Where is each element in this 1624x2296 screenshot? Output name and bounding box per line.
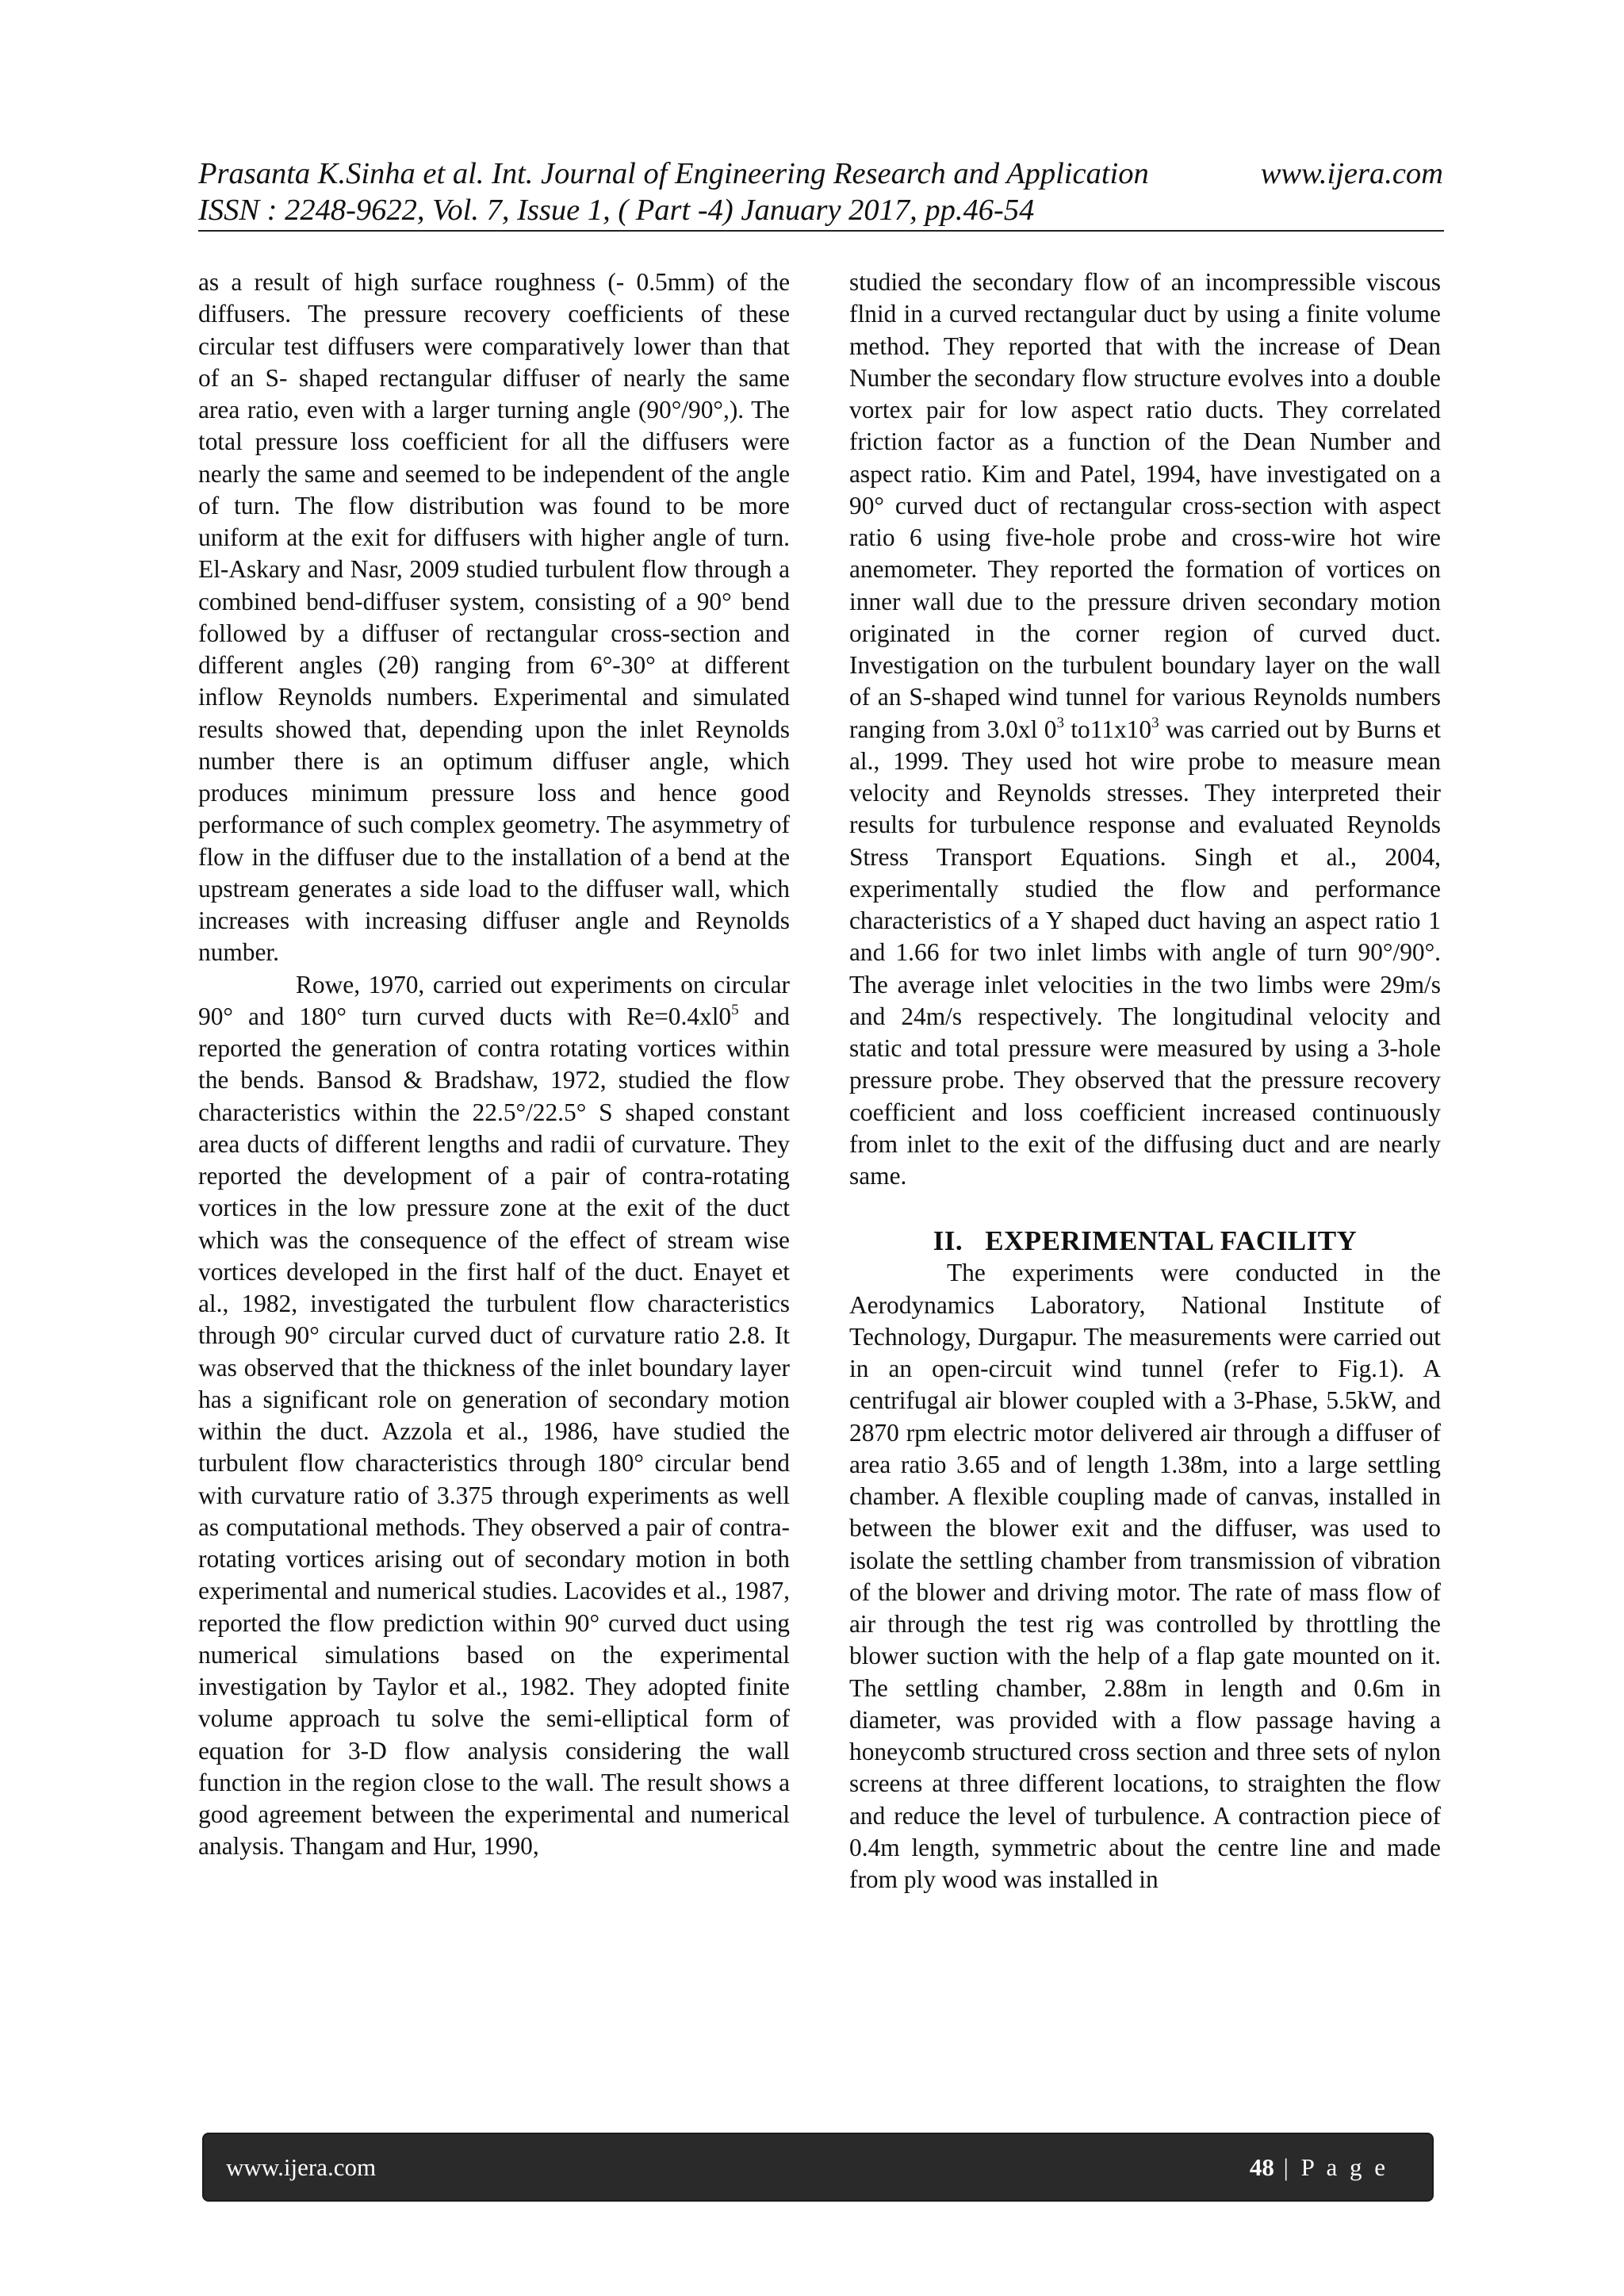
section-heading	[849, 1225, 1441, 1257]
right-paragraph-2: The experiments were conducted in the Aerodynamics Laboratory, National Institute of Technology, Durgapur. The measurements were carried out in an open-circuit wind tunnel (refer to Fig.1). A centrifugal air blower coupled with a 3-Phase, 5.5kW, and 2870 rpm electric motor delivered air through a diffuser of area ratio 3.65 and of length 1.38m, into a large settling chamber. A flexible coupling made of canvas, installed in between the blower exit and the diffuser, was used to isolate the settling chamber from transmission of vibration of the blower and driving motor. The rate of mass flow of air through the test rig was controlled by throttling the blower suction with the help of a flap gate mounted on it. The settling chamber, 2.88m in length and 0.6m in diameter, was provided with a flow passage having a honeycomb structured cross section and three sets of nylon screens at three different locations, to straighten the flow and reduce the level of turbulence. A contraction piece of 0.4m length, symmetric about the centre line and made from ply wood was installed in	[849, 1259, 1441, 1893]
reynolds-exponent: 5	[731, 1001, 739, 1018]
right-paragraph-1-rest: was carried out by Burns et al., 1999. They used hot wire probe to measure mean velocity and Reynolds stresses. They interpreted their results for turbulence response and evaluated Reynolds Stress Transport Equations. Singh et al., 2004, experimentally studied the flow and performance characteristics of a Y shaped duct having an aspect ratio 1 and 1.66 for two inlet limbs with angle of turn 90°/90°. The average inlet velocities in the two limbs were 29m/s and 24m/s respectively. The longitudinal velocity and static and total pressure were measured by using a 3-hole pressure probe. They observed that the pressure recovery coefficient and loss coefficient increased continuously from inlet to the exit of the diffusing duct and are nearly same.	[849, 715, 1441, 1190]
page-indicator	[1250, 2153, 1388, 2182]
page-separator: |	[1274, 2152, 1301, 2181]
issn-info: ISSN : 2248-9622, Vol. 7, Issue 1, ( Part -4) January 2017, pp.46-54	[198, 194, 1035, 227]
reynolds-exponent-low: 3	[1056, 714, 1064, 731]
page-header	[198, 155, 1443, 228]
left-paragraph-2-rest: and reported the generation of contra rotating vortices within the bends. Bansod & Bradshaw, 1972, studied the flow characteristics within the 22.5°/22.5° S shaped constant area ducts of different lengths and radii of curvature. They reported the development of a pair of contra-rotating vortices in the low pressure zone at the exit of the duct which was the consequence of the effect of stream wise vortices developed in the first half of the duct. Enayet et al., 1982, investigated the turbulent flow characteristics through 90° circular curved duct of curvature ratio 2.8. It was observed that the thickness of the inlet boundary layer has a significant role on generation of secondary motion within the duct. Azzola et al., 1986, have studied the turbulent flow characteristics through 180° circular bend with curvature ratio of 3.375 through experiments as well as computational methods. They observed a pair of contra-rotating vortices arising out of secondary motion in both experimental and numerical studies. Lacovides et al., 1987, reported the flow prediction within 90° curved duct using numerical simulations based on the experimental investigation by Taylor et al., 1982. They adopted finite volume approach tu solve the semi-elliptical form of equation for 3-D flow analysis considering the wall function in the region close to the wall. The result shows a good agreement between the experimental and numerical analysis. Thangam and Hur, 1990,	[198, 1002, 791, 1861]
reynolds-exponent-high: 3	[1151, 714, 1159, 731]
header-divider	[198, 230, 1444, 232]
right-paragraph-1-mid: to11x10	[1063, 715, 1152, 743]
page-label: P a g e	[1300, 2152, 1388, 2181]
right-column	[849, 266, 1441, 1895]
page-number: 48	[1249, 2152, 1274, 2181]
footer-website-link[interactable]: www.ijera.com	[226, 2152, 377, 2181]
section-number: II.	[933, 1225, 963, 1257]
left-paragraph-1: as a result of high surface roughness (- 0.5mm) of the diffusers. The pressure recovery coefficients of these circular test diffusers were comparatively lower than that of an S- shaped rectangular diffuser of nearly the same area ratio, even with a larger turning angle (90°/90°,). The total pressure loss coefficient for all the diffusers were nearly the same and seemed to be independent of the angle of turn. The flow distribution was found to be more uniform at the exit for diffusers with higher angle of turn. El-Askary and Nasr, 2009 studied turbulent flow through a combined bend-diffuser system, consisting of a 90° bend followed by a diffuser of rectangular cross-section and different angles (2θ) ranging from 6°-30° at different inflow Reynolds numbers. Experimental and simulated results showed that, depending upon the inlet Reynolds number there is an optimum diffuser angle, which produces minimum pressure loss and hence good performance of such complex geometry. The asymmetry of flow in the diffuser due to the installation of a bend at the upstream generates a side load to the diffuser wall, which increases with increasing diffuser angle and Reynolds number.	[198, 268, 790, 967]
left-column	[198, 266, 790, 1863]
left-paragraph-2	[198, 969, 790, 1863]
right-paragraph-1-start: studied the secondary flow of an incompressible viscous flnid in a curved rectangular duct by using a finite volume method. They reported that with the increase of Dean Number the secondary flow structure evolves into a double vortex pair for low aspect ratio ducts. They correlated friction factor as a function of the Dean Number and aspect ratio. Kim and Patel, 1994, have investigated on a 90° curved duct of rectangular cross-section with aspect ratio 6 using five-hole probe and cross-wire hot wire anemometer. They reported the formation of vortices on inner wall due to the pressure driven secondary motion originated in the corner region of curved duct. Investigation on the turbulent boundary layer on the wall of an S-shaped wind tunnel for various Reynolds numbers ranging from 3.0xl 0	[849, 268, 1441, 743]
header-journal-line	[198, 155, 1443, 192]
left-paragraph-2-start: Rowe, 1970, carried out experiments on circular 90° and 180° turn curved ducts with Re=0.4xl0	[198, 970, 790, 1030]
section-title: EXPERIMENTAL FACILITY	[985, 1225, 1358, 1257]
journal-citation: Prasanta K.Sinha et al. Int. Journal of Engineering Research and Application	[198, 157, 1149, 190]
header-issn-line	[198, 192, 1443, 228]
right-paragraph-1	[849, 266, 1441, 1192]
header-website-link[interactable]: www.ijera.com	[1260, 157, 1443, 190]
page-footer	[202, 2133, 1434, 2202]
